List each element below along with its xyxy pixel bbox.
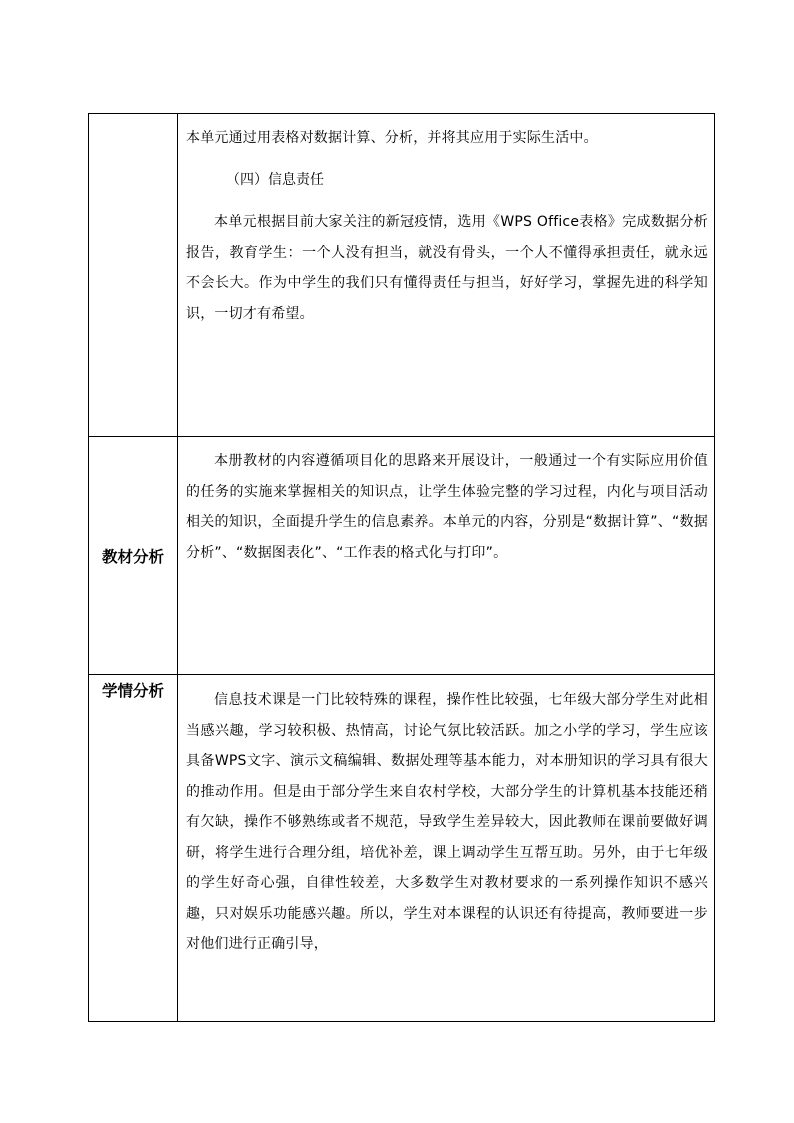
table-row: [89, 114, 715, 437]
row-content-cell: [178, 114, 715, 437]
paragraph-intro: 本单元通过用表格对数据计算、分析，并将其应用于实际生活中。: [186, 130, 598, 146]
paragraph-textbook-analysis: 本册教材的内容遵循项目化的思路来开展设计，一般通过一个有实际应用价值的任务的实施来掌握相关的知识点，让学生体验完整的学习过程，内化与项目活动相关的知识，全面提升学生的信息素养。本单元的内容，分别是“数据计算”、“数据分析”、“数据图表化”、“工作表的格式化与打印”。: [186, 453, 708, 561]
row-label-student-analysis: 学情分析: [89, 675, 178, 1022]
row-label-cell: [89, 114, 178, 437]
row-content-cell: [178, 437, 715, 675]
paragraph-information-responsibility: 本单元根据目前大家关注的新冠疫情，选用《WPS Office表格》完成数据分析报告，教育学生：一个人没有担当，就没有骨头，一个人不懂得承担责任，就永远不会长大。作为中学生的我们只有懂得责任与担当，好好学习，掌握先进的科学知识，一切才有希望。: [186, 214, 708, 322]
table-row: [89, 675, 715, 1022]
section-heading: （四）信息责任: [226, 171, 324, 188]
paragraph-student-analysis: 信息技术课是一门比较特殊的课程，操作性比较强，七年级大部分学生对此相当感兴趣，学习较积极、热情高，讨论气氛比较活跃。加之小学的学习，学生应该具备WPS文字、演示文稿编辑、数据处理等基本能力，对本册知识的学习具有很大的推动作用。但是由于部分学生来自农村学校，大部分学生的计算机基本技能还稍有欠缺，操作不够熟练或者不规范，导致学生差异较大，因此教师在课前要做好调研，将学生进行合理分组，培优补差，课上调动学生互帮互助。另外，由于七年级的学生好奇心强，自律性较差，大多数学生对教材要求的一系列操作知识不感兴趣，只对娱乐功能感兴趣。所以，学生对本课程的认识还有待提高，教师要进一步对他们进行正确引导，: [186, 692, 708, 952]
lesson-plan-table: [88, 113, 715, 1022]
row-label-textbook-analysis: 教材分析: [89, 437, 178, 675]
row-content-cell: [178, 675, 715, 1022]
table-row: [89, 437, 715, 675]
